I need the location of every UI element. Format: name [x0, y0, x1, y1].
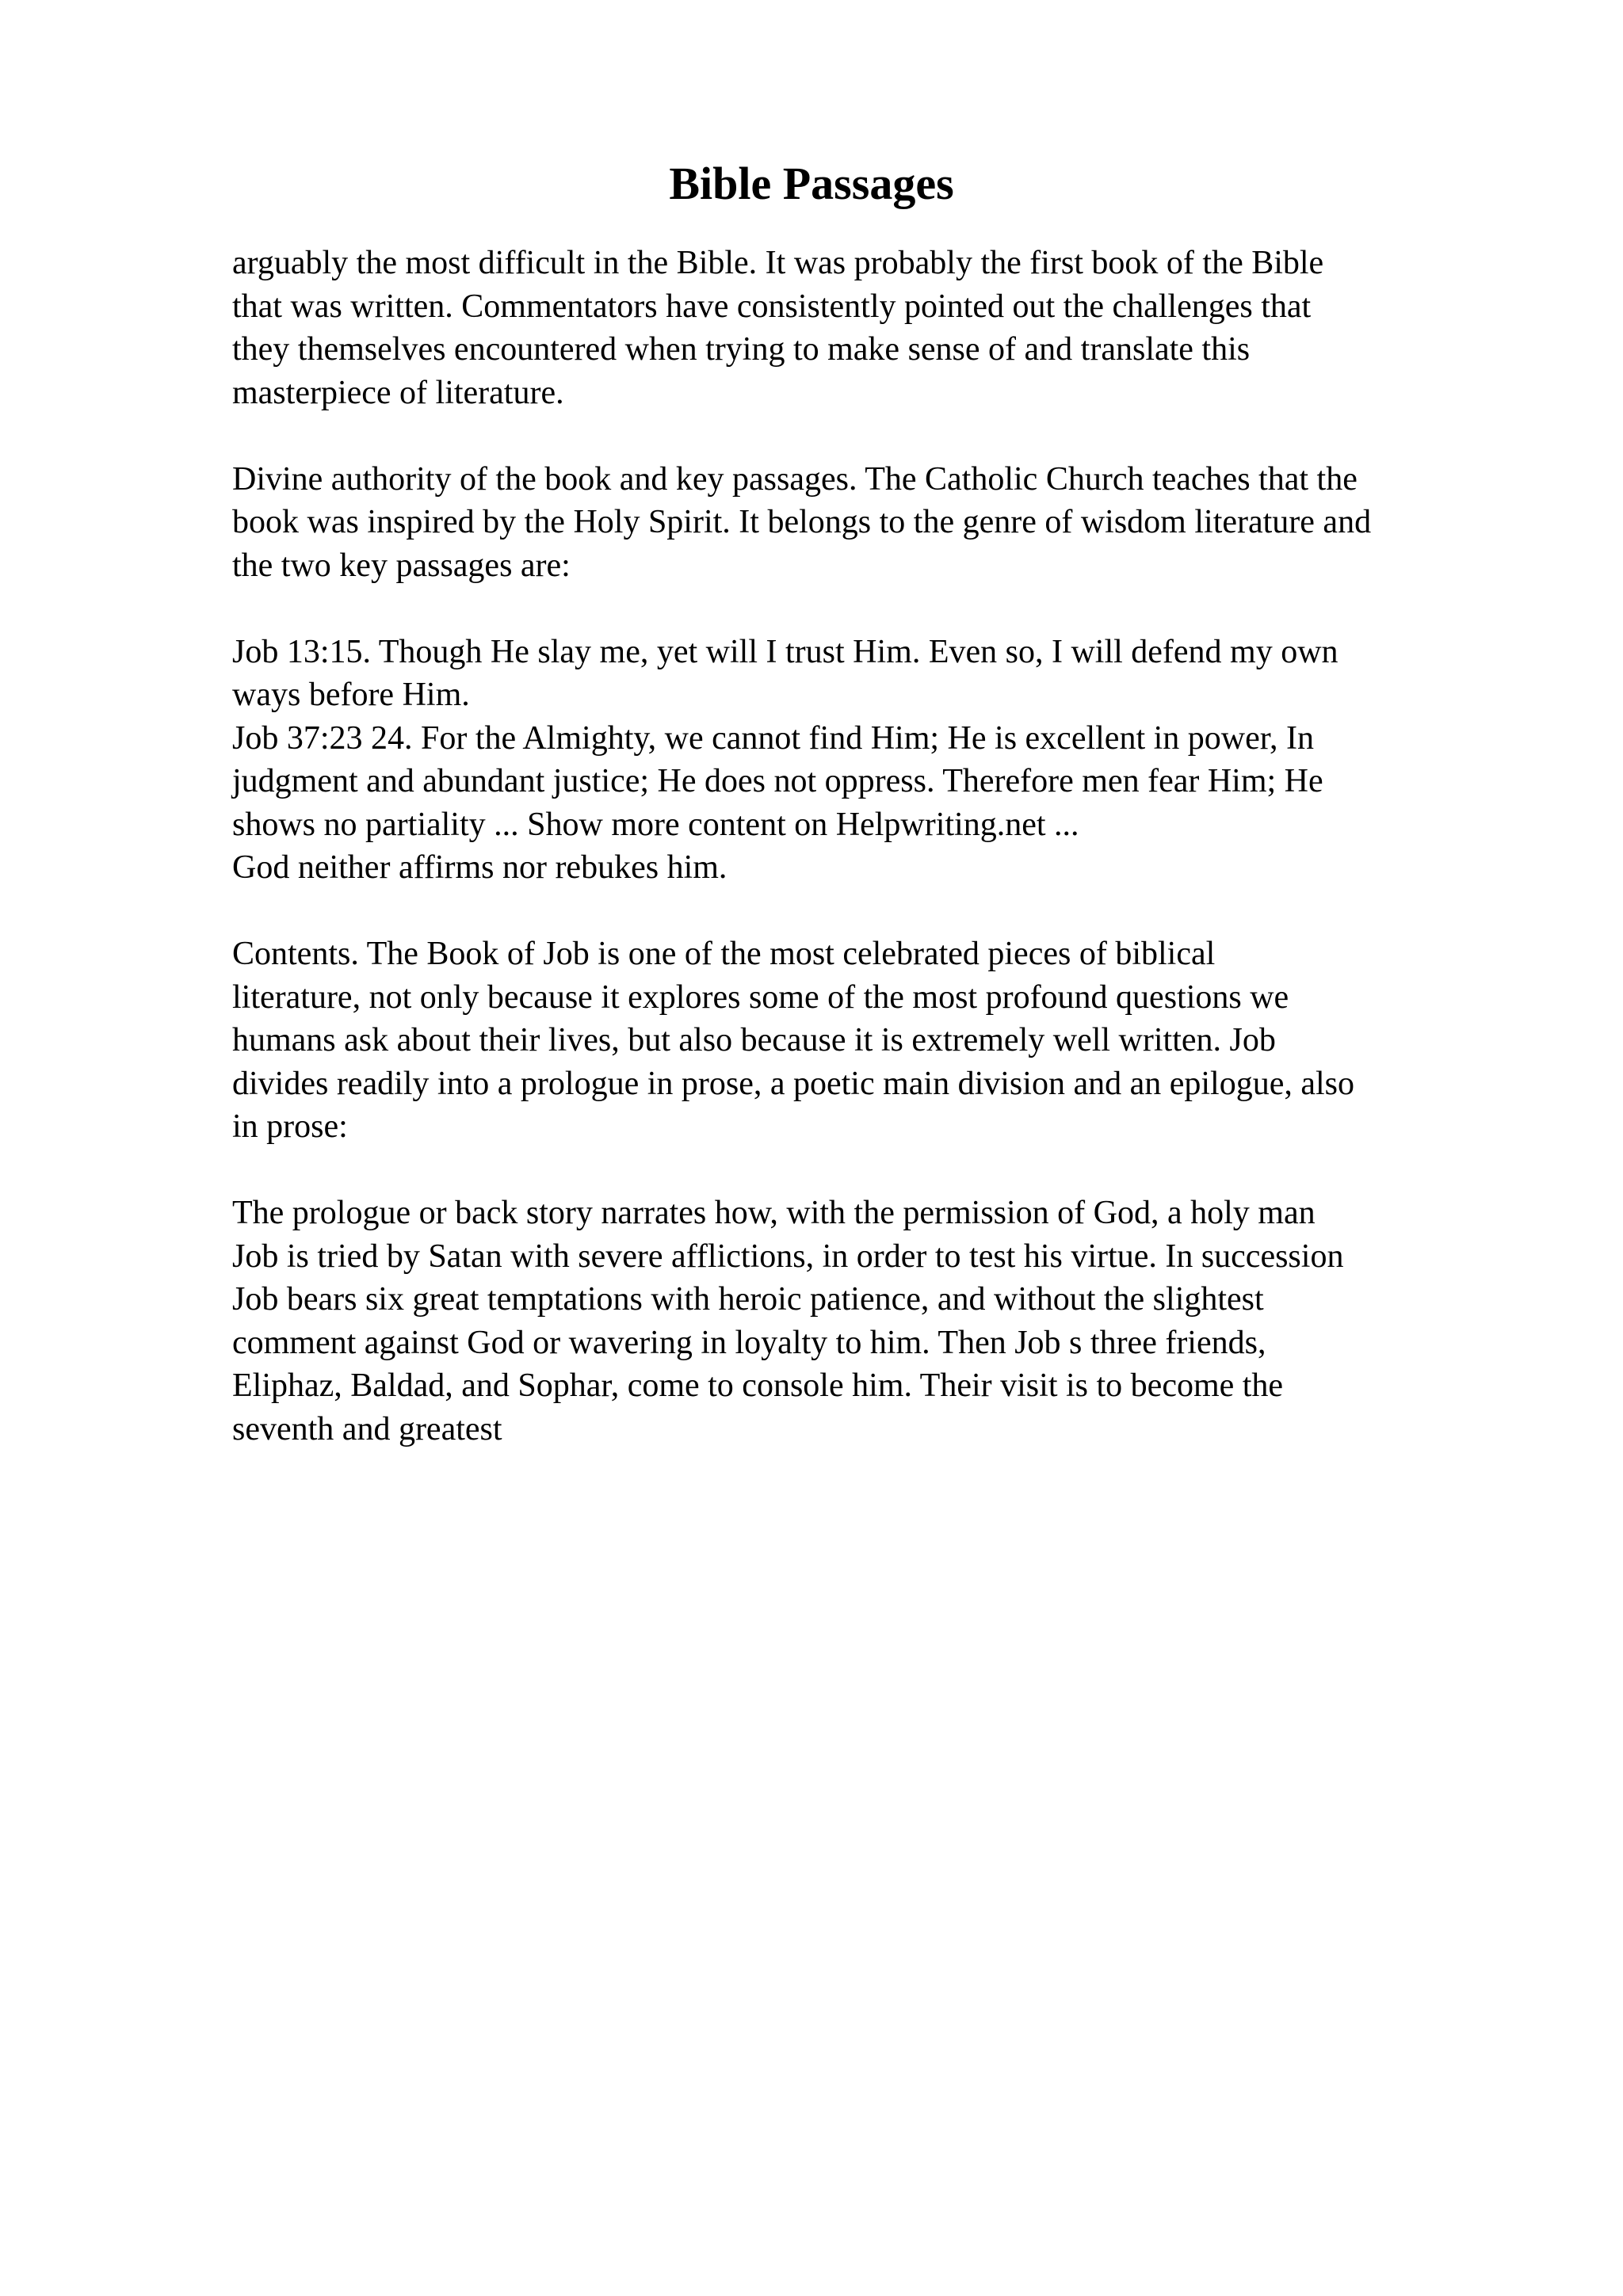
- text-line: The prologue or back story narrates how, with the permission of God, a holy man: [232, 1195, 1316, 1231]
- paragraph-gap: [232, 890, 1516, 933]
- text-line: Eliphaz, Baldad, and Sophar, come to console him. Their visit is to become the: [232, 1367, 1284, 1404]
- paragraph-contents: [232, 933, 1516, 1149]
- text-line: seventh and greatest: [232, 1410, 502, 1447]
- text-line: humans ask about their lives, but also because it is extremely well written. Job: [232, 1022, 1276, 1058]
- paragraph-gap: [232, 587, 1516, 631]
- text-line: Job is tried by Satan with severe afflictions, in order to test his virtue. In succession: [232, 1238, 1344, 1275]
- text-line: book was inspired by the Holy Spirit. It belongs to the genre of wisdom literature and: [232, 504, 1372, 540]
- paragraph-gap: [232, 1149, 1516, 1192]
- text-line: in prose:: [232, 1108, 348, 1145]
- text-line: arguably the most difficult in the Bible. It was probably the first book of the Bible: [232, 245, 1324, 281]
- text-line: masterpiece of literature.: [232, 374, 564, 411]
- page-title: Bible Passages: [669, 158, 954, 209]
- text-line: that was written. Commentators have consistently pointed out the challenges that: [232, 288, 1312, 325]
- text-line: judgment and abundant justice; He does not oppress. Therefore men fear Him; He: [232, 763, 1323, 799]
- text-line: Job bears six great temptations with heroic patience, and without the slightest: [232, 1281, 1264, 1318]
- text-line: the two key passages are:: [232, 547, 571, 584]
- text-line: Divine authority of the book and key passages. The Catholic Church teaches that the: [232, 460, 1358, 498]
- paragraph-prologue: [232, 1192, 1516, 1451]
- paragraph-gap: [232, 414, 1516, 458]
- text-line: Job 37:23 24. For the Almighty, we cannot find Him; He is excellent in power, In: [232, 719, 1315, 757]
- text-line: ways before Him.: [232, 677, 470, 713]
- text-line: Contents. The Book of Job is one of the most celebrated pieces of biblical: [232, 936, 1216, 972]
- paragraph-divine-authority: [232, 458, 1516, 588]
- text-line: Job 13:15. Though He slay me, yet will I trust Him. Even so, I will defend my own: [232, 633, 1338, 670]
- paragraph-key-passages: [232, 631, 1516, 890]
- text-line: they themselves encountered when trying to make sense of and translate this: [232, 331, 1251, 368]
- document-body: [232, 242, 1516, 1451]
- text-line: literature, not only because it explores some of the most profound questions we: [232, 978, 1289, 1016]
- text-line: shows no partiality ... Show more content on Helpwriting.net ...: [232, 806, 1079, 843]
- text-line: comment against God or wavering in loyalty to him. Then Job s three friends,: [232, 1324, 1266, 1361]
- text-line: God neither affirms nor rebukes him.: [232, 849, 727, 886]
- text-line: divides readily into a prologue in prose, a poetic main division and an epilogue, also: [232, 1065, 1355, 1102]
- paragraph-intro: [232, 242, 1516, 414]
